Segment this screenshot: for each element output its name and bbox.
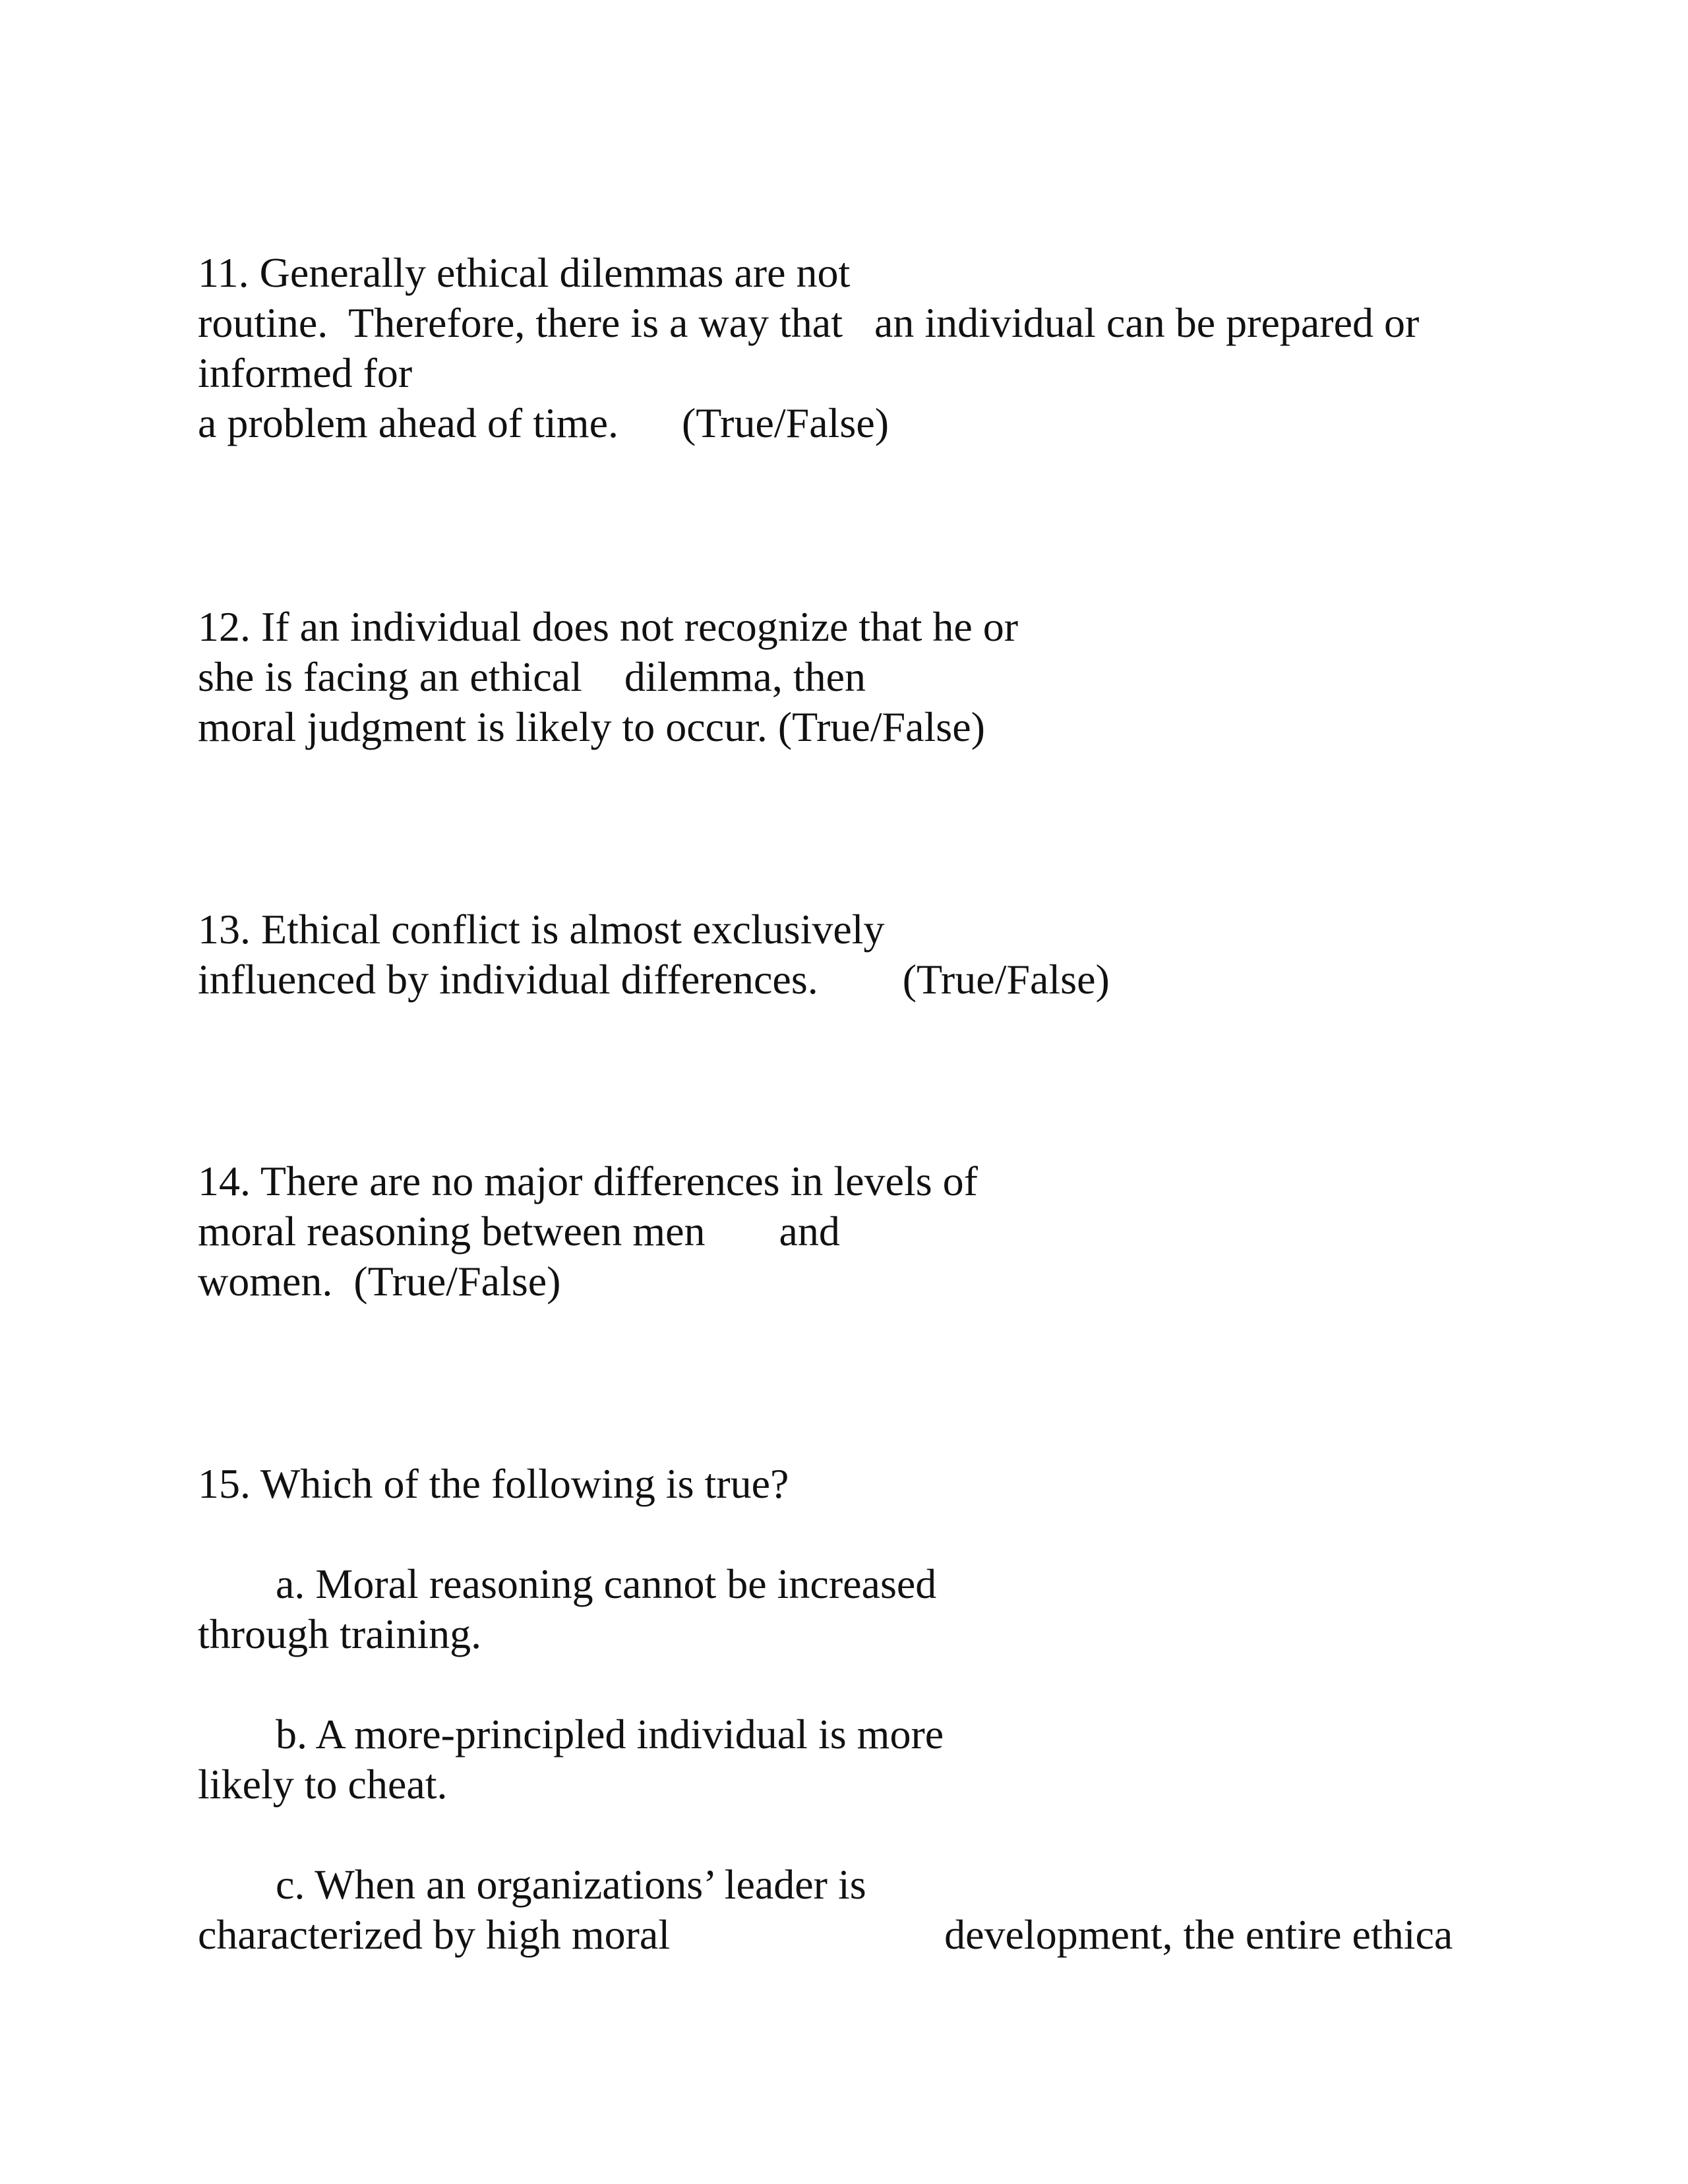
question-15-option-b bbox=[198, 1709, 1517, 1810]
question-13-line-2: influenced by individual differences. (True/False) bbox=[198, 956, 1110, 1003]
option-c-first-line: c. When an organizations’ leader is bbox=[276, 1861, 866, 1908]
question-13-line-1: 13. Ethical conflict is almost exclusively bbox=[198, 906, 885, 953]
question-12-line-3: moral judgment is likely to occur. (True/False) bbox=[198, 703, 985, 750]
question-11-line-2: routine. Therefore, there is a way that an individual can be prepared or bbox=[198, 299, 1420, 346]
question-11-line-3: informed for bbox=[198, 349, 413, 396]
option-a-first-line: a. Moral reasoning cannot be increased bbox=[276, 1560, 937, 1607]
question-12-line-2: she is facing an ethical dilemma, then bbox=[198, 653, 866, 700]
question-14-line-2: moral reasoning between men and bbox=[198, 1208, 840, 1254]
option-b-first-line: b. A more-principled individual is more bbox=[276, 1711, 944, 1757]
question-11-line-1: 11. Generally ethical dilemmas are not bbox=[198, 249, 851, 296]
question-12 bbox=[198, 602, 1517, 752]
question-15-stem: 15. Which of the following is true? bbox=[198, 1460, 789, 1507]
question-15-option-a bbox=[198, 1559, 1517, 1659]
question-12-line-1: 12. If an individual does not recognize that he or bbox=[198, 603, 1019, 650]
question-13 bbox=[198, 904, 1517, 1005]
question-14-line-3: women. (True/False) bbox=[198, 1258, 561, 1305]
question-11 bbox=[198, 248, 1517, 448]
question-15-option-c bbox=[198, 1860, 1517, 1960]
option-c-continuation: characterized by high moral development, the entire ethica bbox=[198, 1911, 1453, 1958]
question-14-line-1: 14. There are no major differences in levels of bbox=[198, 1158, 978, 1204]
option-b-continuation: likely to cheat. bbox=[198, 1761, 448, 1808]
question-11-line-4: a problem ahead of time. (True/False) bbox=[198, 399, 889, 446]
option-a-continuation: through training. bbox=[198, 1610, 482, 1657]
question-14 bbox=[198, 1156, 1517, 1307]
question-15 bbox=[198, 1459, 1517, 1960]
